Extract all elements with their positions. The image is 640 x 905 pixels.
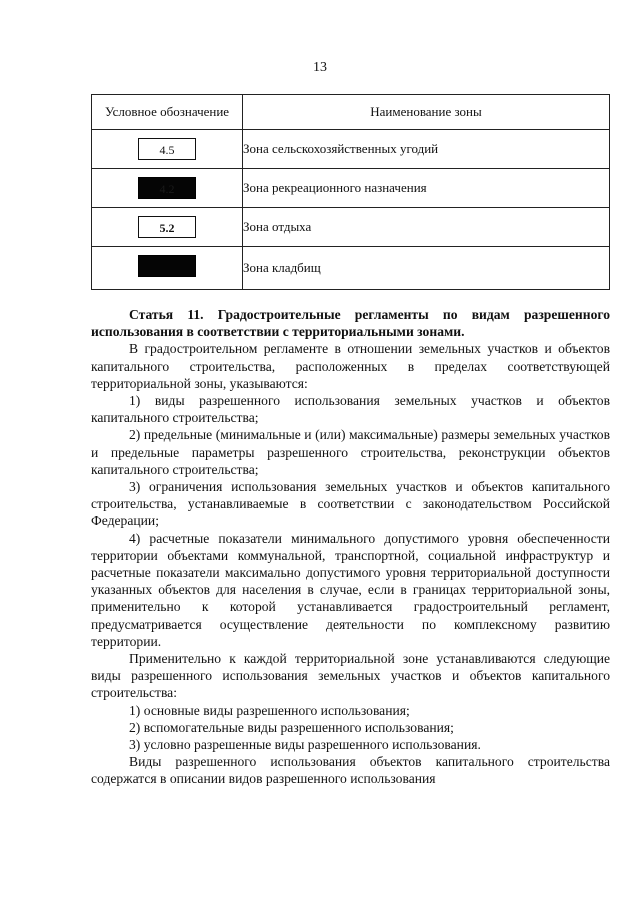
article-item: 2) предельные (минимальные и (или) максимальные) размеры земельных участков и предельные параметры разрешенного строительства, реконструкции объектов капитального строительства; [91, 427, 610, 477]
page-number: 13 [313, 60, 327, 75]
legend-zone-name: Зона кладбищ [243, 247, 610, 290]
usage-kind-item: 3) условно разрешенные виды разрешенного использования. [129, 737, 481, 753]
legend-symbol-cell [92, 247, 243, 290]
legend-zone-name: Зона сельскохозяйственных угодий [243, 130, 610, 169]
legend-header-name: Наименование зоны [243, 95, 610, 130]
zone-symbol-box-filled [138, 255, 196, 277]
usage-kind-item: 1) основные виды разрешенного использования; [129, 702, 410, 718]
article-heading: Статья 11. Градостроительные регламенты по видам разрешенного использования в соответствии с территориальными зонами. [91, 307, 610, 340]
legend-zone-name: Зона отдыха [243, 208, 610, 247]
zone-symbol-box: 4.5 [138, 138, 196, 160]
article-item: 4) расчетные показатели минимального допустимого уровня обеспеченности территории объектами коммунальной, транспортной, социальной инфраструктур и расчетные показатели максимально допустимого уровня территориальной доступности указанных объектов для населения в случае, если в границах территориальной зоны, применительно к которой устанавливается градостроительный регламент, предусматривается осуществление деятельности по комплексному развитию территории. [91, 530, 610, 649]
article-paragraph: Применительно к каждой территориальной зоне устанавливаются следующие виды разрешенного использования земельных участков и объектов капитального строительства: [91, 651, 610, 701]
legend-zone-name: Зона рекреационного назначения [243, 169, 610, 208]
legend-row [92, 247, 610, 290]
article-text [91, 306, 610, 788]
zone-legend-table [91, 94, 610, 290]
legend-header-symbol: Условное обозначение [92, 95, 243, 130]
article-intro: В градостроительном регламенте в отношении земельных участков и объектов капитального строительства, расположенных в пределах соответствующей территориальной зоны, указываются: [91, 341, 610, 391]
usage-kind-item: 2) вспомогательные виды разрешенного использования; [129, 719, 454, 735]
legend-row [92, 169, 610, 208]
legend-row [92, 208, 610, 247]
legend-header-row [92, 95, 610, 130]
article-item: 3) ограничения использования земельных участков и объектов капитального строительства, устанавливаемые в соответствии с законодательством Российской Федерации; [91, 479, 610, 529]
zone-symbol-box-filled: 4.2 [138, 177, 196, 199]
legend-row [92, 130, 610, 169]
legend-symbol-cell [92, 169, 243, 208]
zone-symbol-box: 5.2 [138, 216, 196, 238]
legend-symbol-cell [92, 208, 243, 247]
legend-symbol-cell [92, 130, 243, 169]
article-paragraph: Виды разрешенного использования объектов капитального строительства содержатся в описании видов разрешенного использования [91, 754, 610, 787]
article-item: 1) виды разрешенного использования земельных участков и объектов капитального строительства; [91, 393, 610, 426]
